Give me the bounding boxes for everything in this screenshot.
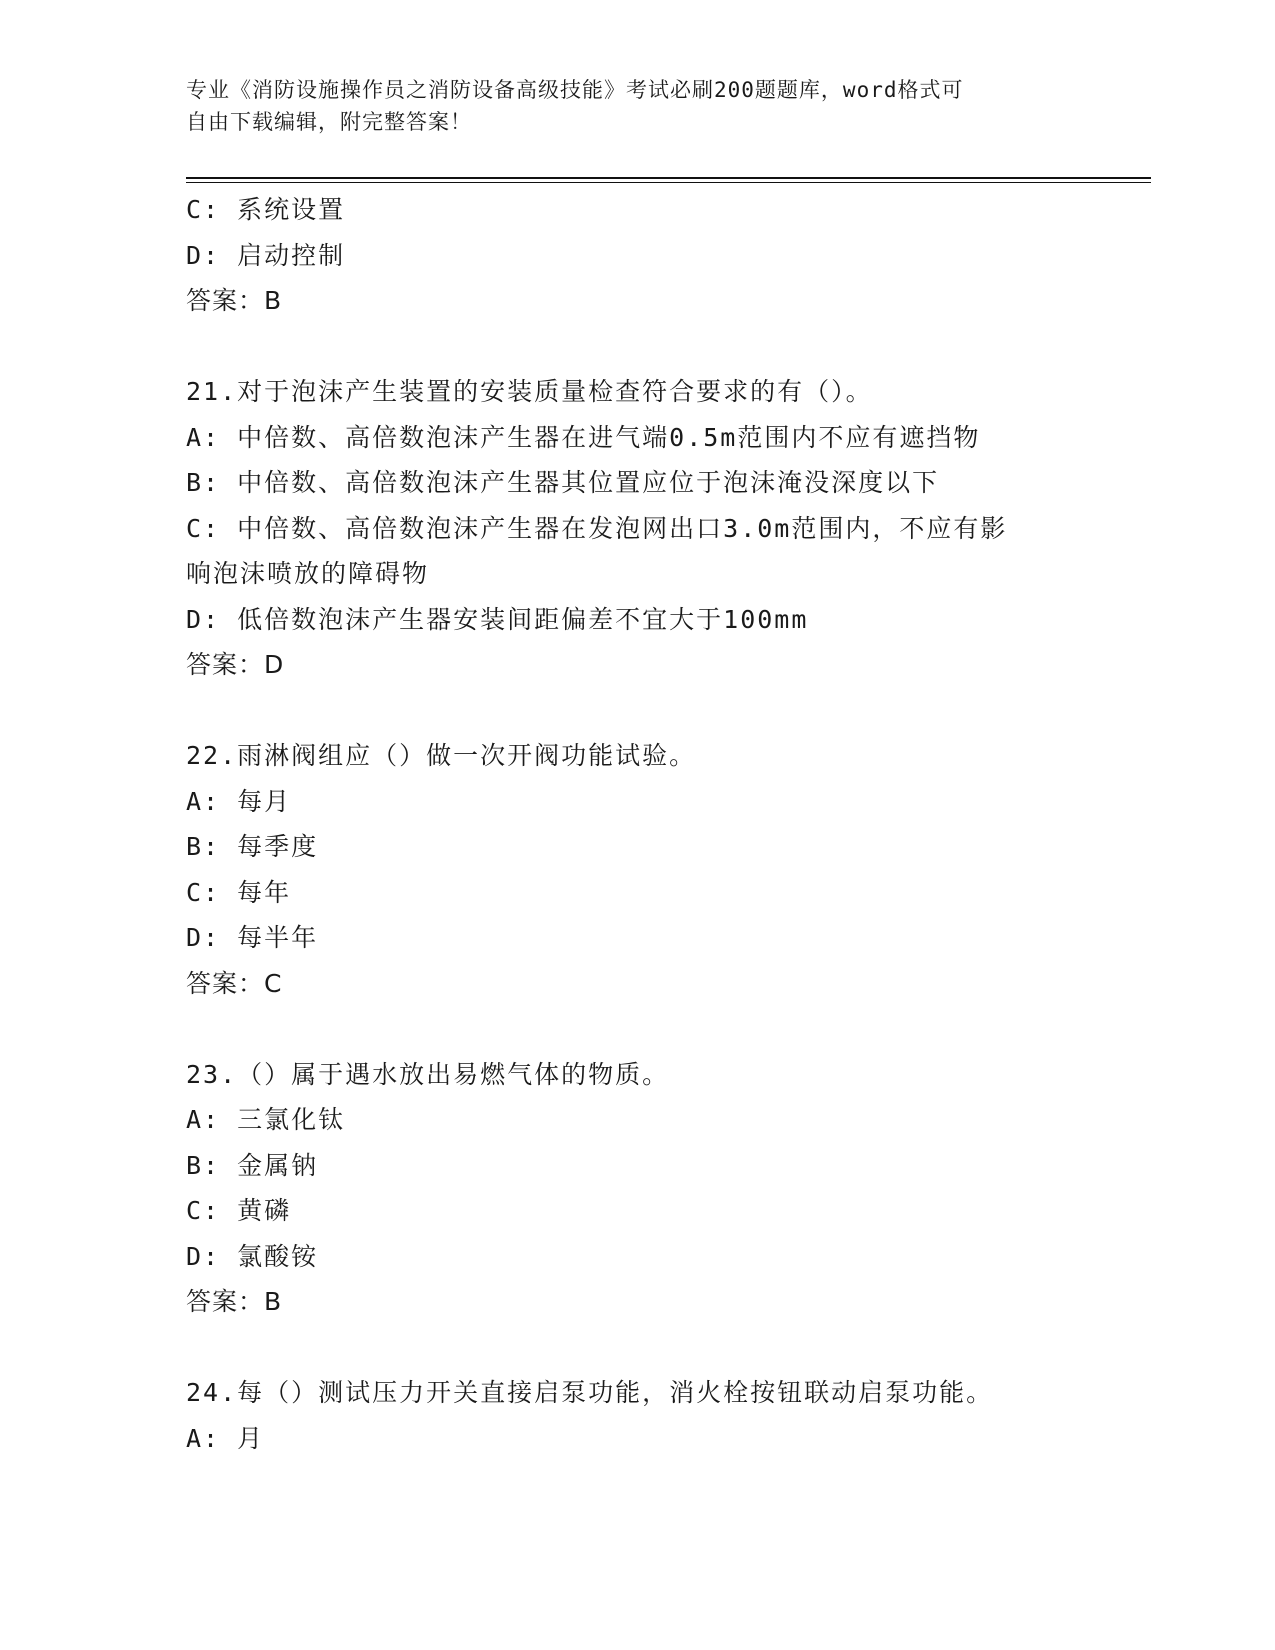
option-c: C: 每年 [186, 877, 292, 907]
spacer [186, 688, 1086, 734]
option-c: C: 系统设置 [186, 195, 346, 224]
question-stem: 24.每（）测试压力开关直接启泵功能，消火栓按钮联动启泵功能。 [186, 1378, 994, 1407]
option-b: B: 中倍数、高倍数泡沫产生器其位置应位于泡沫淹没深度以下 [186, 468, 940, 497]
option-d: D: 每半年 [186, 923, 319, 952]
header-divider-thick [186, 177, 1151, 179]
answer-line: 答案：B [186, 286, 283, 315]
answer-line: 答案：D [186, 650, 285, 679]
option-d: D: 低倍数泡沫产生器安装间距偏差不宜大于100mm [186, 604, 809, 634]
option-d: D: 启动控制 [186, 240, 346, 270]
option-b: B: 每季度 [186, 832, 319, 861]
option-c: C: 黄磷 [186, 1196, 292, 1225]
header-title-line-2: 自由下载编辑，附完整答案！ [186, 110, 472, 134]
option-c-continued: 响泡沫喷放的障碍物 [186, 559, 430, 588]
question-block-23 [186, 1052, 1086, 1325]
answer-line: 答案：B [186, 1287, 283, 1316]
spacer [186, 1325, 1086, 1371]
header-divider-thin [186, 182, 1151, 183]
question-block-22 [186, 733, 1086, 1006]
option-d: D: 氯酸铵 [186, 1241, 319, 1271]
spacer [186, 1006, 1086, 1052]
option-b: B: 金属钠 [186, 1150, 319, 1180]
header-title-line-1: 专业《消防设施操作员之消防设备高级技能》考试必刷200题题库，word格式可 [186, 78, 964, 102]
question-block-24 [186, 1370, 1086, 1461]
option-a: A: 中倍数、高倍数泡沫产生器在进气端0.5m范围内不应有遮挡物 [186, 422, 981, 452]
option-a: A: 月 [186, 1423, 265, 1453]
option-c: C: 中倍数、高倍数泡沫产生器在发泡网出口3.0m范围内，不应有影 [186, 513, 1008, 543]
option-a: A: 每月 [186, 786, 292, 816]
question-stem: 21.对于泡沫产生装置的安装质量检查符合要求的有（）。 [186, 377, 873, 406]
question-stem: 23.（）属于遇水放出易燃气体的物质。 [186, 1059, 670, 1089]
document-header [186, 74, 1066, 138]
answer-line: 答案：C [186, 968, 283, 998]
spacer [186, 324, 1086, 370]
question-block-21 [186, 369, 1086, 688]
option-a: A: 三氯化钛 [186, 1105, 346, 1134]
question-stem: 22.雨淋阀组应（）做一次开阀功能试验。 [186, 741, 697, 770]
question-block-20 [186, 187, 1086, 324]
question-list [186, 187, 1086, 1461]
